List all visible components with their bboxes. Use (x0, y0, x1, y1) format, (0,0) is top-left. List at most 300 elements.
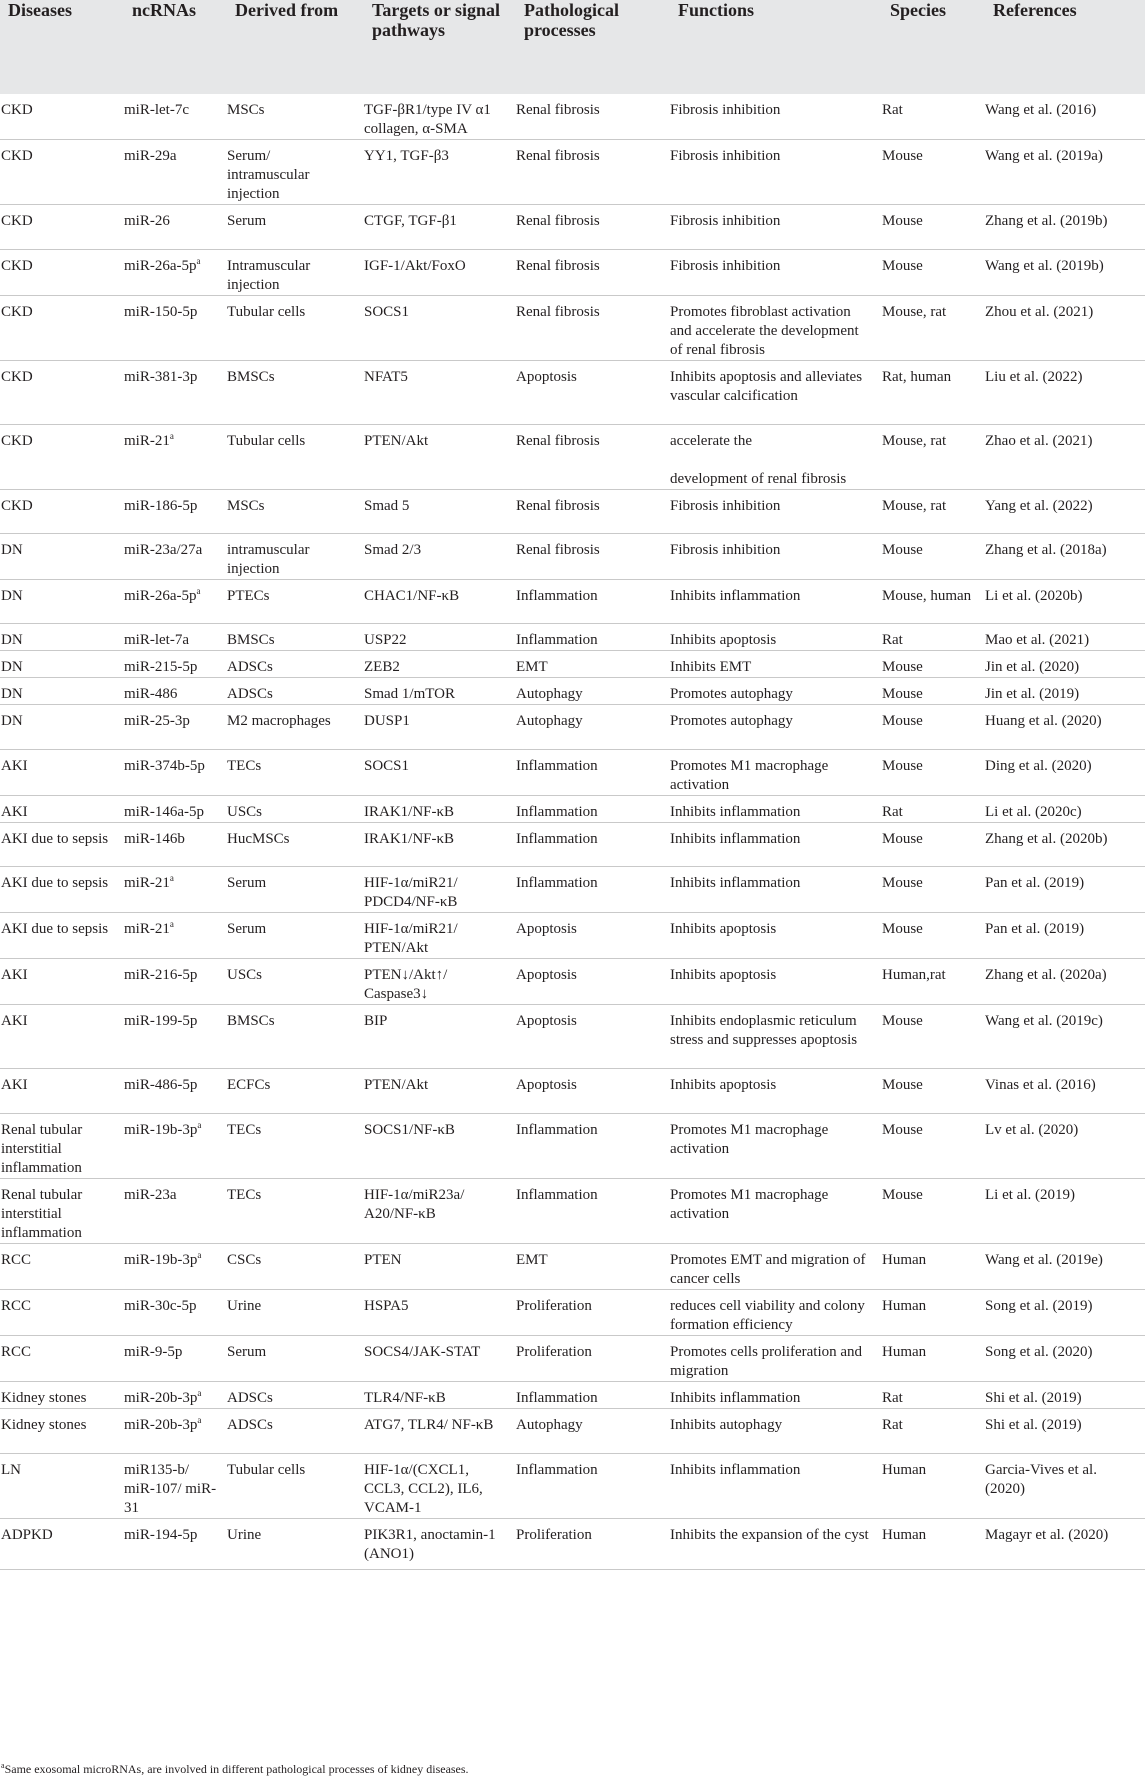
species-text: Rat (882, 102, 903, 118)
function-cell (670, 750, 882, 796)
disease-cell (0, 1519, 124, 1570)
disease-cell (0, 361, 124, 425)
targets-cell (364, 913, 516, 959)
disease-cell (0, 250, 124, 296)
species-cell (882, 1244, 985, 1290)
function-text: Inhibits apoptosis and alleviates vascular calcification (670, 369, 863, 404)
derived-from-cell (227, 1244, 364, 1290)
species-text: Human (882, 1527, 927, 1543)
reference-text: Jin et al. (2020) (985, 659, 1080, 675)
reference-text: Li et al. (2020b) (985, 588, 1083, 604)
process-text: Autophagy (516, 1417, 583, 1433)
process-text: Apoptosis (516, 369, 577, 385)
process-text: Renal fibrosis (516, 258, 600, 274)
process-text: Renal fibrosis (516, 498, 600, 514)
species-text: Mouse, rat (882, 304, 947, 320)
process-text: Renal fibrosis (516, 148, 600, 164)
process-text: Apoptosis (516, 921, 577, 937)
table-body (0, 94, 1145, 1570)
function-cell (670, 867, 882, 913)
derived-from-cell (227, 1290, 364, 1336)
reference-cell (985, 1454, 1145, 1519)
column-header: Species (890, 0, 946, 20)
ncrna-text: miR-186-5p (124, 498, 198, 514)
column-header: Pathological processes (524, 0, 619, 40)
ncrna-text: miR-150-5p (124, 304, 198, 320)
function-cell (670, 534, 882, 580)
column-header: References (993, 0, 1077, 20)
ncrna-cell (124, 651, 227, 678)
targets-cell (364, 425, 516, 490)
process-text: Proliferation (516, 1527, 592, 1543)
targets-text: TGF-βR1/type IV α1 collagen, α-SMA (364, 102, 491, 137)
disease-cell (0, 1336, 124, 1382)
disease-cell (0, 1179, 124, 1244)
ncrna-cell (124, 823, 227, 867)
species-cell (882, 1409, 985, 1454)
derived-from-cell (227, 867, 364, 913)
function-cell (670, 1409, 882, 1454)
targets-cell (364, 361, 516, 425)
derived-from-cell (227, 1382, 364, 1409)
derived-from-cell (227, 1179, 364, 1244)
reference-cell (985, 1519, 1145, 1570)
reference-text: Zhao et al. (2021) (985, 433, 1093, 449)
derived-from-cell (227, 1114, 364, 1179)
reference-text: Magayr et al. (2020) (985, 1527, 1109, 1543)
ncrna-cell (124, 1114, 227, 1179)
disease-text: AKI (1, 1013, 28, 1029)
targets-cell (364, 823, 516, 867)
species-cell (882, 678, 985, 705)
process-cell (516, 1382, 670, 1409)
reference-cell (985, 1005, 1145, 1069)
disease-cell (0, 1114, 124, 1179)
derived-from-cell (227, 1409, 364, 1454)
process-text: Inflammation (516, 875, 598, 891)
function-cell (670, 651, 882, 678)
process-text: Autophagy (516, 686, 583, 702)
ncrna-text: miR-486 (124, 686, 178, 702)
disease-cell (0, 205, 124, 250)
targets-text: USP22 (364, 632, 407, 648)
species-text: Mouse (882, 758, 923, 774)
reference-cell (985, 534, 1145, 580)
species-text: Rat (882, 632, 903, 648)
disease-cell (0, 1409, 124, 1454)
process-text: Inflammation (516, 804, 598, 820)
ncrna-cell (124, 1409, 227, 1454)
disease-text: AKI due to sepsis (1, 875, 109, 891)
process-cell (516, 624, 670, 651)
disease-text: CKD (1, 148, 33, 164)
disease-cell (0, 913, 124, 959)
species-cell (882, 750, 985, 796)
species-cell (882, 205, 985, 250)
process-cell (516, 534, 670, 580)
process-text: Inflammation (516, 1122, 598, 1138)
process-cell (516, 1519, 670, 1570)
table-footnote (1, 1762, 469, 1777)
reference-cell (985, 425, 1145, 490)
disease-text: CKD (1, 369, 33, 385)
function-text: Promotes fibroblast activation and accelerate the development of renal fibrosis (670, 304, 859, 358)
disease-text: CKD (1, 102, 33, 118)
function-text: Promotes autophagy (670, 713, 793, 729)
derived-from-text: Intramuscular injection (227, 258, 311, 293)
process-text: Proliferation (516, 1298, 592, 1314)
derived-from-text: CSCs (227, 1252, 262, 1268)
process-cell (516, 490, 670, 534)
process-cell (516, 796, 670, 823)
targets-text: YY1, TGF-β3 (364, 148, 449, 164)
derived-from-text: Serum (227, 1344, 267, 1360)
species-cell (882, 296, 985, 361)
targets-text: NFAT5 (364, 369, 408, 385)
reference-cell (985, 1336, 1145, 1382)
reference-cell (985, 1114, 1145, 1179)
process-cell (516, 1114, 670, 1179)
targets-text: PTEN (364, 1252, 402, 1268)
ncrna-cell (124, 1519, 227, 1570)
species-cell (882, 823, 985, 867)
disease-text: Kidney stones (1, 1417, 87, 1433)
targets-cell (364, 705, 516, 750)
ncrna-text: miR-21 (124, 921, 170, 937)
reference-text: Jin et al. (2019) (985, 686, 1080, 702)
process-text: Renal fibrosis (516, 304, 600, 320)
derived-from-cell (227, 624, 364, 651)
function-cell (670, 296, 882, 361)
derived-from-cell (227, 425, 364, 490)
reference-text: Shi et al. (2019) (985, 1390, 1082, 1406)
function-text: Promotes M1 macrophage activation (670, 1122, 829, 1157)
function-cell (670, 624, 882, 651)
targets-text: IRAK1/NF-κB (364, 831, 455, 847)
disease-cell (0, 867, 124, 913)
reference-cell (985, 140, 1145, 205)
disease-text: AKI (1, 804, 28, 820)
derived-from-cell (227, 705, 364, 750)
table-row (0, 750, 1145, 796)
reference-text: Vinas et al. (2016) (985, 1077, 1096, 1093)
reference-text: Li et al. (2019) (985, 1187, 1075, 1203)
process-text: Inflammation (516, 1462, 598, 1478)
derived-from-text: Tubular cells (227, 1462, 306, 1478)
derived-from-text: USCs (227, 804, 263, 820)
footnote-marker: a (197, 1250, 202, 1260)
ncrna-text: miR-381-3p (124, 369, 198, 385)
derived-from-cell (227, 296, 364, 361)
reference-text: Wang et al. (2019b) (985, 258, 1104, 274)
ncrna-cell (124, 425, 227, 490)
table-row (0, 580, 1145, 624)
derived-from-cell (227, 1519, 364, 1570)
targets-text: IRAK1/NF-κB (364, 804, 455, 820)
footnote-marker: a (169, 919, 174, 929)
disease-text: DN (1, 632, 23, 648)
footnote-text: Same exosomal microRNAs, are involved in different pathological processes of kidney diseases. (4, 1762, 469, 1776)
function-text: accelerate the development of renal fibrosis (670, 433, 847, 487)
targets-text: HIF-1α/miR21/ PTEN/Akt (364, 921, 458, 956)
function-text: Inhibits inflammation (670, 875, 801, 891)
reference-text: Mao et al. (2021) (985, 632, 1090, 648)
disease-cell (0, 1244, 124, 1290)
derived-from-text: TECs (227, 1122, 262, 1138)
disease-text: RCC (1, 1252, 32, 1268)
targets-cell (364, 867, 516, 913)
disease-cell (0, 1454, 124, 1519)
species-text: Mouse (882, 148, 923, 164)
function-text: Promotes autophagy (670, 686, 793, 702)
function-text: Inhibits endoplasmic reticulum stress and suppresses apoptosis (670, 1013, 858, 1048)
ncrna-text: miR135-b/ miR-107/ miR-31 (124, 1462, 217, 1516)
disease-text: AKI (1, 758, 28, 774)
ncrna-cell (124, 1244, 227, 1290)
process-cell (516, 750, 670, 796)
species-cell (882, 796, 985, 823)
targets-cell (364, 1179, 516, 1244)
derived-from-text: HucMSCs (227, 831, 290, 847)
disease-cell (0, 1069, 124, 1114)
table-row (0, 1454, 1145, 1519)
function-text: Fibrosis inhibition (670, 498, 781, 514)
ncrna-text: miR-25-3p (124, 713, 190, 729)
column-header: Targets or signal pathways (372, 0, 501, 40)
reference-text: Zhang et al. (2018a) (985, 542, 1107, 558)
derived-from-cell (227, 823, 364, 867)
species-cell (882, 361, 985, 425)
table-row (0, 1382, 1145, 1409)
derived-from-text: BMSCs (227, 369, 275, 385)
process-text: Inflammation (516, 1187, 598, 1203)
table-row (0, 140, 1145, 205)
reference-cell (985, 205, 1145, 250)
derived-from-cell (227, 250, 364, 296)
species-cell (882, 624, 985, 651)
reference-text: Zhang et al. (2020b) (985, 831, 1108, 847)
species-text: Human (882, 1462, 927, 1478)
derived-from-cell (227, 205, 364, 250)
function-cell (670, 425, 882, 490)
targets-text: SOCS4/JAK-STAT (364, 1344, 481, 1360)
reference-cell (985, 296, 1145, 361)
table-row (0, 1336, 1145, 1382)
table-row (0, 913, 1145, 959)
table-row (0, 1069, 1145, 1114)
table-row (0, 1114, 1145, 1179)
function-text: Fibrosis inhibition (670, 542, 781, 558)
process-text: Renal fibrosis (516, 433, 600, 449)
targets-text: DUSP1 (364, 713, 410, 729)
table-row (0, 94, 1145, 140)
disease-text: RCC (1, 1344, 32, 1360)
species-cell (882, 867, 985, 913)
process-text: Autophagy (516, 713, 583, 729)
disease-text: AKI due to sepsis (1, 921, 109, 937)
derived-from-text: Serum (227, 921, 267, 937)
ncrna-text: miR-199-5p (124, 1013, 198, 1029)
ncrna-text: miR-let-7a (124, 632, 189, 648)
targets-text: CTGF, TGF-β1 (364, 213, 457, 229)
disease-cell (0, 750, 124, 796)
derived-from-text: intramuscular injection (227, 542, 310, 577)
function-text: Inhibits apoptosis (670, 632, 777, 648)
ncrna-cell (124, 867, 227, 913)
footnote-marker: a (197, 1120, 202, 1130)
process-cell (516, 705, 670, 750)
function-text: Inhibits the expansion of the cyst (670, 1527, 869, 1543)
function-text: Inhibits inflammation (670, 588, 801, 604)
reference-text: Song et al. (2020) (985, 1344, 1093, 1360)
function-cell (670, 250, 882, 296)
reference-cell (985, 1244, 1145, 1290)
targets-text: Smad 2/3 (364, 542, 422, 558)
targets-text: HSPA5 (364, 1298, 409, 1314)
disease-cell (0, 1290, 124, 1336)
reference-cell (985, 823, 1145, 867)
species-text: Mouse (882, 1122, 923, 1138)
disease-text: DN (1, 542, 23, 558)
derived-from-text: M2 macrophages (227, 713, 331, 729)
reference-cell (985, 1409, 1145, 1454)
derived-from-text: TECs (227, 1187, 262, 1203)
disease-cell (0, 140, 124, 205)
species-text: Mouse (882, 258, 923, 274)
derived-from-text: ECFCs (227, 1077, 271, 1093)
species-cell (882, 250, 985, 296)
targets-text: HIF-1α/miR23a/ A20/NF-κB (364, 1187, 465, 1222)
table-row (0, 250, 1145, 296)
derived-from-text: Serum (227, 213, 267, 229)
targets-cell (364, 1382, 516, 1409)
species-cell (882, 1454, 985, 1519)
species-cell (882, 1179, 985, 1244)
targets-cell (364, 1409, 516, 1454)
function-cell (670, 1382, 882, 1409)
function-text: reduces cell viability and colony formation efficiency (670, 1298, 865, 1333)
targets-cell (364, 580, 516, 624)
derived-from-cell (227, 651, 364, 678)
ncrna-text: miR-21 (124, 875, 170, 891)
disease-cell (0, 296, 124, 361)
ncrna-cell (124, 534, 227, 580)
derived-from-cell (227, 534, 364, 580)
derived-from-text: Urine (227, 1298, 262, 1314)
column-header: ncRNAs (132, 0, 197, 20)
disease-cell (0, 94, 124, 140)
species-text: Mouse (882, 1077, 923, 1093)
function-text: Promotes EMT and migration of cancer cells (670, 1252, 866, 1287)
table-row (0, 678, 1145, 705)
reference-cell (985, 1069, 1145, 1114)
table-row (0, 361, 1145, 425)
derived-from-text: ADSCs (227, 1390, 273, 1406)
ncrna-cell (124, 796, 227, 823)
function-text: Promotes M1 macrophage activation (670, 758, 829, 793)
ncrna-cell (124, 1005, 227, 1069)
ncrna-text: miR-23a (124, 1187, 177, 1203)
targets-cell (364, 534, 516, 580)
disease-text: AKI (1, 1077, 28, 1093)
derived-from-text: Serum (227, 875, 267, 891)
targets-text: Smad 1/mTOR (364, 686, 455, 702)
species-cell (882, 1336, 985, 1382)
process-cell (516, 1244, 670, 1290)
targets-cell (364, 250, 516, 296)
targets-cell (364, 140, 516, 205)
process-text: Inflammation (516, 1390, 598, 1406)
targets-text: PTEN↓/Akt↑/ Caspase3↓ (364, 967, 448, 1002)
process-cell (516, 1336, 670, 1382)
targets-cell (364, 651, 516, 678)
species-cell (882, 1290, 985, 1336)
ncrna-text: miR-9-5p (124, 1344, 183, 1360)
targets-text: ATG7, TLR4/ NF-κB (364, 1417, 494, 1433)
species-cell (882, 534, 985, 580)
process-cell (516, 913, 670, 959)
ncrna-cell (124, 624, 227, 651)
reference-text: Li et al. (2020c) (985, 804, 1082, 820)
disease-text: ADPKD (1, 1527, 53, 1543)
reference-cell (985, 1290, 1145, 1336)
function-cell (670, 823, 882, 867)
process-text: EMT (516, 659, 548, 675)
reference-text: Wang et al. (2019a) (985, 148, 1103, 164)
function-text: Inhibits apoptosis (670, 1077, 777, 1093)
targets-cell (364, 959, 516, 1005)
reference-cell (985, 250, 1145, 296)
process-cell (516, 296, 670, 361)
ncrna-cell (124, 750, 227, 796)
process-cell (516, 1005, 670, 1069)
ncrna-text: miR-30c-5p (124, 1298, 197, 1314)
disease-text: CKD (1, 213, 33, 229)
ncrna-cell (124, 705, 227, 750)
reference-text: Wang et al. (2019c) (985, 1013, 1103, 1029)
species-cell (882, 140, 985, 205)
process-cell (516, 678, 670, 705)
derived-from-text: BMSCs (227, 1013, 275, 1029)
table-row (0, 651, 1145, 678)
derived-from-text: ADSCs (227, 659, 273, 675)
process-cell (516, 580, 670, 624)
function-cell (670, 913, 882, 959)
function-cell (670, 140, 882, 205)
table-row (0, 1519, 1145, 1570)
function-text: Fibrosis inhibition (670, 148, 781, 164)
derived-from-cell (227, 913, 364, 959)
targets-cell (364, 1336, 516, 1382)
process-cell (516, 140, 670, 205)
disease-text: CKD (1, 498, 33, 514)
process-cell (516, 1409, 670, 1454)
ncrna-text: miR-29a (124, 148, 177, 164)
species-text: Mouse (882, 686, 923, 702)
reference-cell (985, 361, 1145, 425)
process-text: Apoptosis (516, 1077, 577, 1093)
table-row (0, 1409, 1145, 1454)
targets-text: SOCS1 (364, 304, 410, 320)
reference-cell (985, 913, 1145, 959)
derived-from-cell (227, 678, 364, 705)
table-row (0, 490, 1145, 534)
function-cell (670, 1336, 882, 1382)
ncrna-cell (124, 1336, 227, 1382)
ncrna-cell (124, 296, 227, 361)
targets-text: HIF-1α/(CXCL1, CCL3, CCL2), IL6, VCAM-1 (364, 1462, 483, 1516)
derived-from-text: Urine (227, 1527, 262, 1543)
